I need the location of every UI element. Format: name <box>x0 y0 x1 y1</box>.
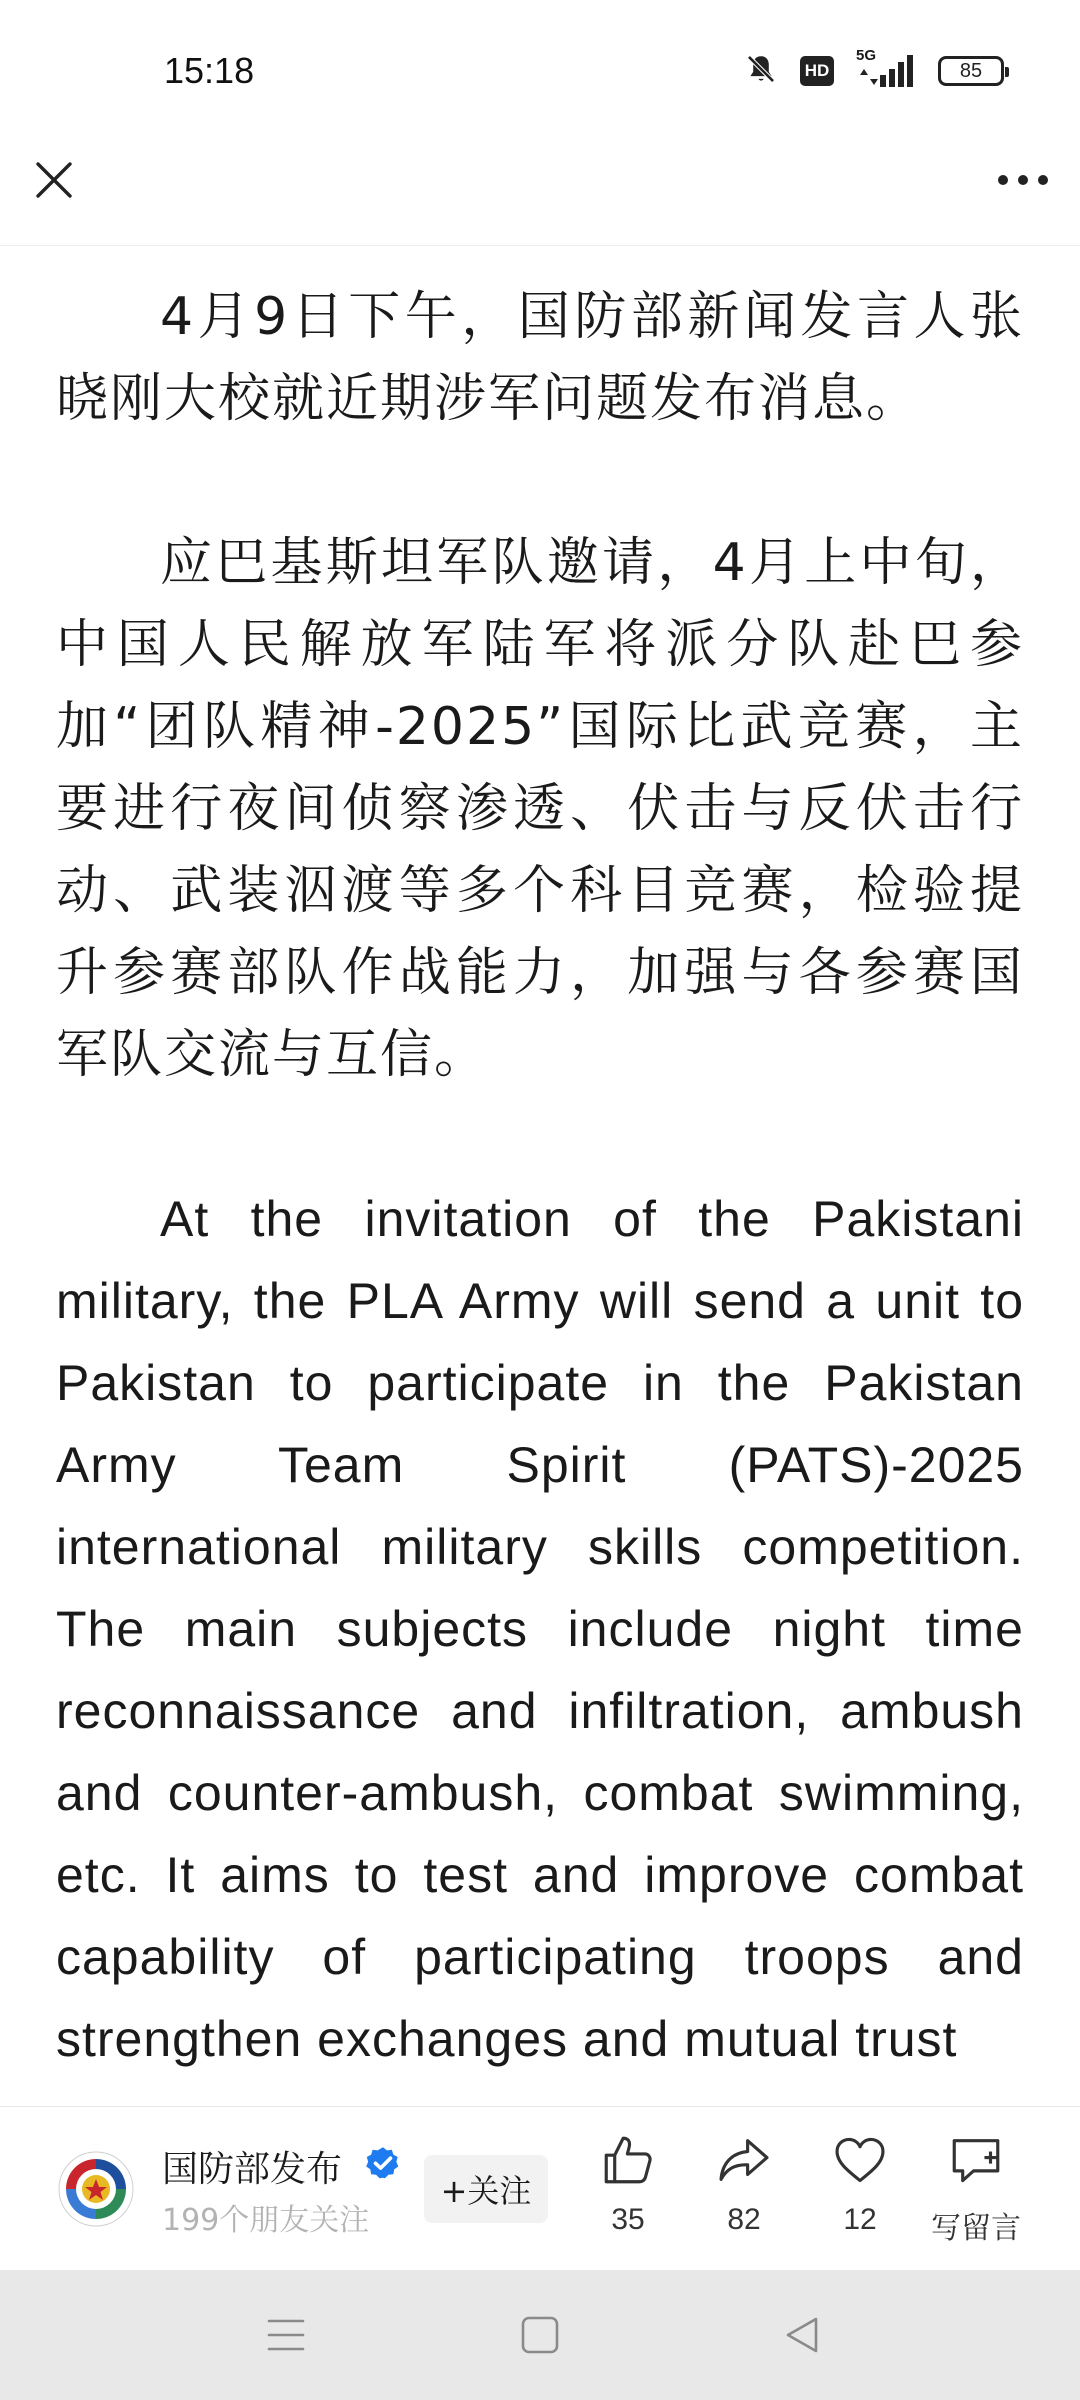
article-paragraph-zh-1: 4月9日下午，国防部新闻发言人张晓刚大校就近期涉军问题发布消息。 <box>56 287 1024 429</box>
article-paragraph-zh-2: 应巴基斯坦军队邀请，4月上中旬，中国人民解放军陆军将派分队赴巴参加“团队精神-2025”国际比武竞赛，主要进行夜间侦察渗透、伏击与反伏击行动、武装泅渡等多个科目竞赛，检验提升参赛部队作战能力，加强与各参赛国军队交流与互信。 <box>56 533 1024 1085</box>
article-paragraph-en: At the invitation of the Pakistani military, the PLA Army will send a unit to Pakistan to participate in the Pakistan Army Team Spirit (PATS)-2025 international military skills competition. The main subjects include night time reconnaissance and infiltration, ambush and counter-ambush, combat swimming, etc. It aims to test and improve combat capability of participating troops and strengthen exchanges and mutual trust <box>56 1191 1024 2067</box>
system-home-button[interactable] <box>510 2310 570 2360</box>
favorite-button[interactable] <box>802 2131 918 2251</box>
close-icon <box>34 160 74 200</box>
share-button[interactable] <box>686 2131 802 2251</box>
action-bar <box>0 2106 1080 2270</box>
more-options-button[interactable] <box>992 152 1054 208</box>
share-count: 82 <box>727 2203 761 2236</box>
write-comment-button[interactable] <box>918 2131 1034 2251</box>
more-icon <box>997 174 1049 186</box>
back-icon <box>782 2315 822 2355</box>
heart-icon <box>831 2131 889 2189</box>
account-avatar[interactable] <box>58 2151 134 2227</box>
favorite-count: 12 <box>843 2203 877 2236</box>
followers-count: 199个朋友关注 <box>162 2203 370 2238</box>
system-menu-button[interactable] <box>256 2310 316 2360</box>
top-nav <box>0 140 1080 246</box>
signal-icon <box>856 47 916 89</box>
menu-icon <box>266 2317 306 2353</box>
status-icons <box>744 47 1004 90</box>
system-back-button[interactable] <box>772 2310 832 2360</box>
battery-icon: 85 <box>938 56 1004 86</box>
verified-badge-icon <box>365 2145 401 2181</box>
account-name[interactable]: 国防部发布 <box>162 2149 343 2190</box>
close-button[interactable] <box>26 152 82 208</box>
write-comment-label: 写留言 <box>931 2211 1021 2246</box>
status-time: 15:18 <box>164 50 255 91</box>
comment-add-icon <box>947 2131 1005 2189</box>
hd-icon: HD <box>800 56 834 86</box>
bell-muted-icon <box>744 52 778 90</box>
like-button[interactable] <box>570 2131 686 2251</box>
home-icon <box>520 2315 560 2355</box>
network-type: 5G <box>856 47 877 64</box>
account-logo-icon <box>58 2151 134 2227</box>
thumbs-up-icon <box>599 2131 657 2189</box>
follow-button[interactable]: +关注 <box>424 2155 548 2223</box>
article-body <box>56 276 1024 2096</box>
share-arrow-icon <box>715 2131 773 2189</box>
status-bar <box>0 0 1080 140</box>
like-count: 35 <box>611 2203 645 2236</box>
system-nav-bar <box>0 2270 1080 2400</box>
